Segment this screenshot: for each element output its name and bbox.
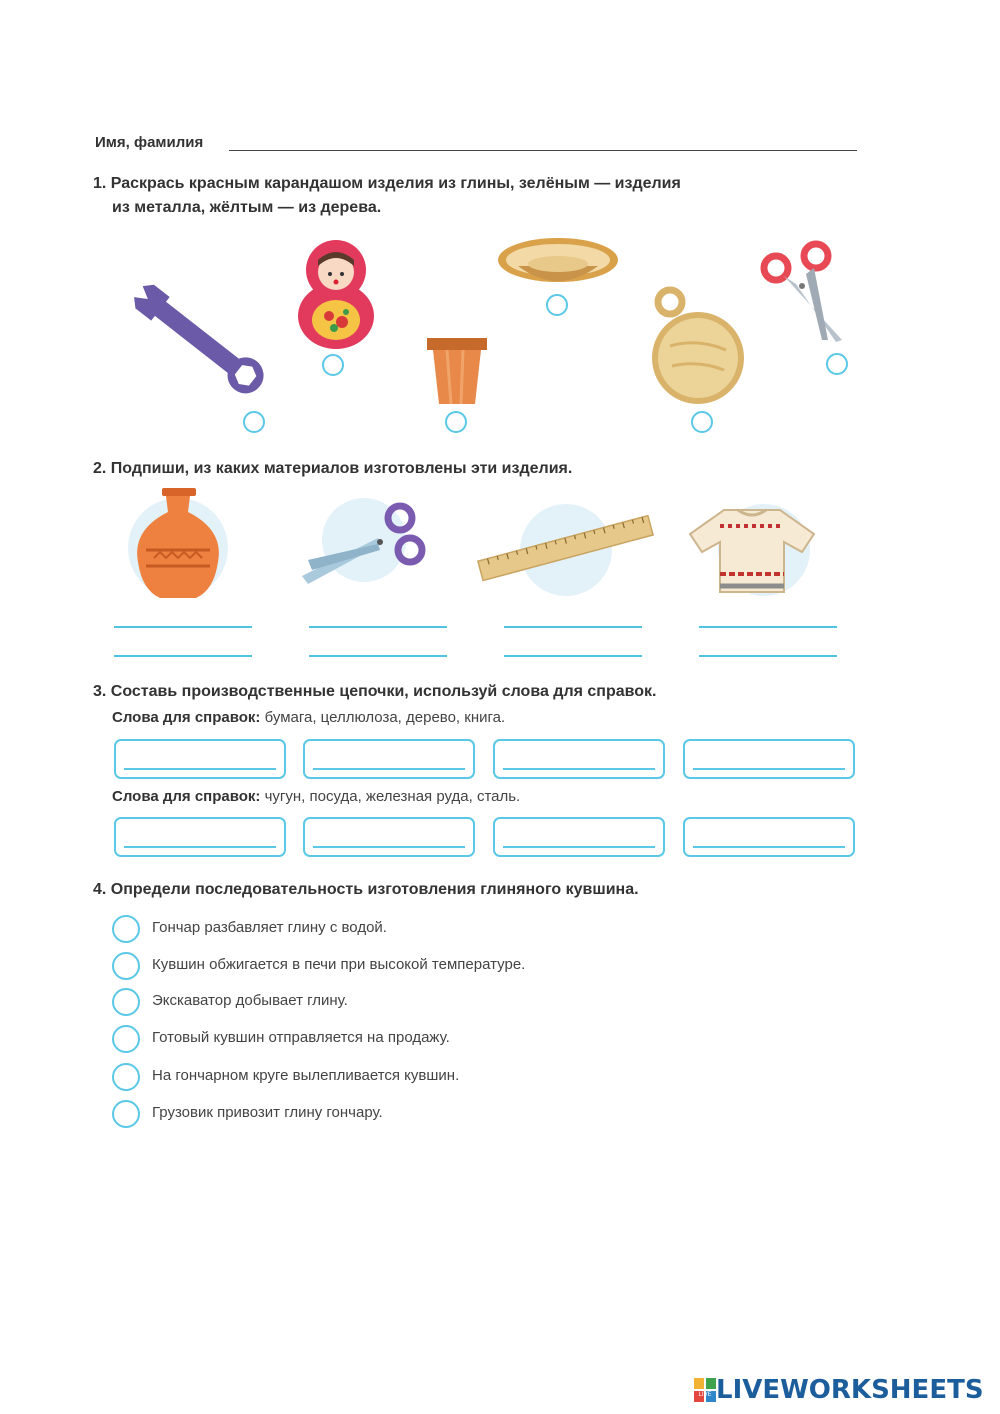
sequence-step-text: На гончарном круге вылепливается кувшин. — [152, 1067, 460, 1084]
task2-answer-line[interactable] — [699, 655, 837, 657]
chain2-box-2[interactable] — [303, 817, 475, 857]
chain1-box-1[interactable] — [114, 739, 286, 779]
sequence-step-text: Кувшин обжигается в печи при высокой температуре. — [152, 956, 526, 973]
logo-badge-text: LIVE — [698, 1391, 712, 1398]
reference-words: бумага, целлюлоза, дерево, книга. — [260, 709, 506, 726]
plate-icon — [496, 236, 620, 290]
task2-answer-line[interactable] — [504, 655, 642, 657]
sequence-step-text: Экскаватор добывает глину. — [152, 992, 348, 1009]
task2-heading: 2. Подпиши, из каких материалов изготовлены эти изделия. — [93, 460, 573, 477]
vase-icon — [126, 486, 230, 602]
task2-answer-line[interactable] — [309, 626, 447, 628]
sequence-step-text: Грузовик привозит глину гончару. — [152, 1104, 383, 1121]
task1-circle-flower-pot[interactable] — [445, 411, 467, 433]
cutting-board-icon — [648, 286, 748, 406]
chain1-box-3[interactable] — [493, 739, 665, 779]
sequence-number-circle[interactable] — [112, 952, 140, 980]
task2-answer-line[interactable] — [309, 655, 447, 657]
ruler-icon — [476, 500, 656, 598]
task1-circle-matryoshka[interactable] — [322, 354, 344, 376]
name-input-line[interactable] — [229, 150, 857, 151]
sequence-number-circle[interactable] — [112, 988, 140, 1016]
reference-label: Слова для справок: — [112, 788, 261, 805]
chain2-box-3[interactable] — [493, 817, 665, 857]
task1-circle-wrench[interactable] — [243, 411, 265, 433]
sequence-step-text: Готовый кувшин отправляется на продажу. — [152, 1029, 450, 1046]
logo-badge-icon — [694, 1378, 716, 1402]
sequence-number-circle[interactable] — [112, 1025, 140, 1053]
sweater-icon — [684, 500, 820, 600]
task3-reference-2 — [112, 788, 520, 805]
chain1-box-4[interactable] — [683, 739, 855, 779]
logo-text: LIVEWORKSHEETS — [716, 1375, 984, 1405]
task3-reference-1 — [112, 709, 505, 726]
task1-circle-scissors[interactable] — [826, 353, 848, 375]
task4-heading: 4. Определи последовательность изготовления глиняного кувшина. — [93, 881, 639, 898]
task2-answer-line[interactable] — [699, 626, 837, 628]
matryoshka-icon — [294, 236, 378, 350]
task2-answer-line[interactable] — [114, 626, 252, 628]
sequence-step-text: Гончар разбавляет глину с водой. — [152, 919, 387, 936]
reference-label: Слова для справок: — [112, 709, 261, 726]
task1-heading-line1: 1. Раскрась красным карандашом изделия из глины, зелёным — изделия — [93, 175, 681, 192]
chain2-box-1[interactable] — [114, 817, 286, 857]
reference-words: чугун, посуда, железная руда, сталь. — [260, 788, 521, 805]
task1-circle-cutting-board[interactable] — [691, 411, 713, 433]
chain2-box-4[interactable] — [683, 817, 855, 857]
name-label: Имя, фамилия — [95, 134, 204, 151]
chain1-box-2[interactable] — [303, 739, 475, 779]
sequence-number-circle[interactable] — [112, 1100, 140, 1128]
task1-circle-plate[interactable] — [546, 294, 568, 316]
sequence-number-circle[interactable] — [112, 1063, 140, 1091]
task1-heading-line2: из металла, жёлтым — из дерева. — [112, 199, 382, 216]
scissors-icon — [758, 240, 850, 346]
wrench-icon — [118, 272, 278, 412]
sequence-number-circle[interactable] — [112, 915, 140, 943]
task2-answer-line[interactable] — [114, 655, 252, 657]
task3-heading: 3. Составь производственные цепочки, используй слова для справок. — [93, 683, 657, 700]
flower-pot-icon — [425, 336, 489, 406]
task2-answer-line[interactable] — [504, 626, 642, 628]
scissors-icon — [298, 498, 428, 592]
